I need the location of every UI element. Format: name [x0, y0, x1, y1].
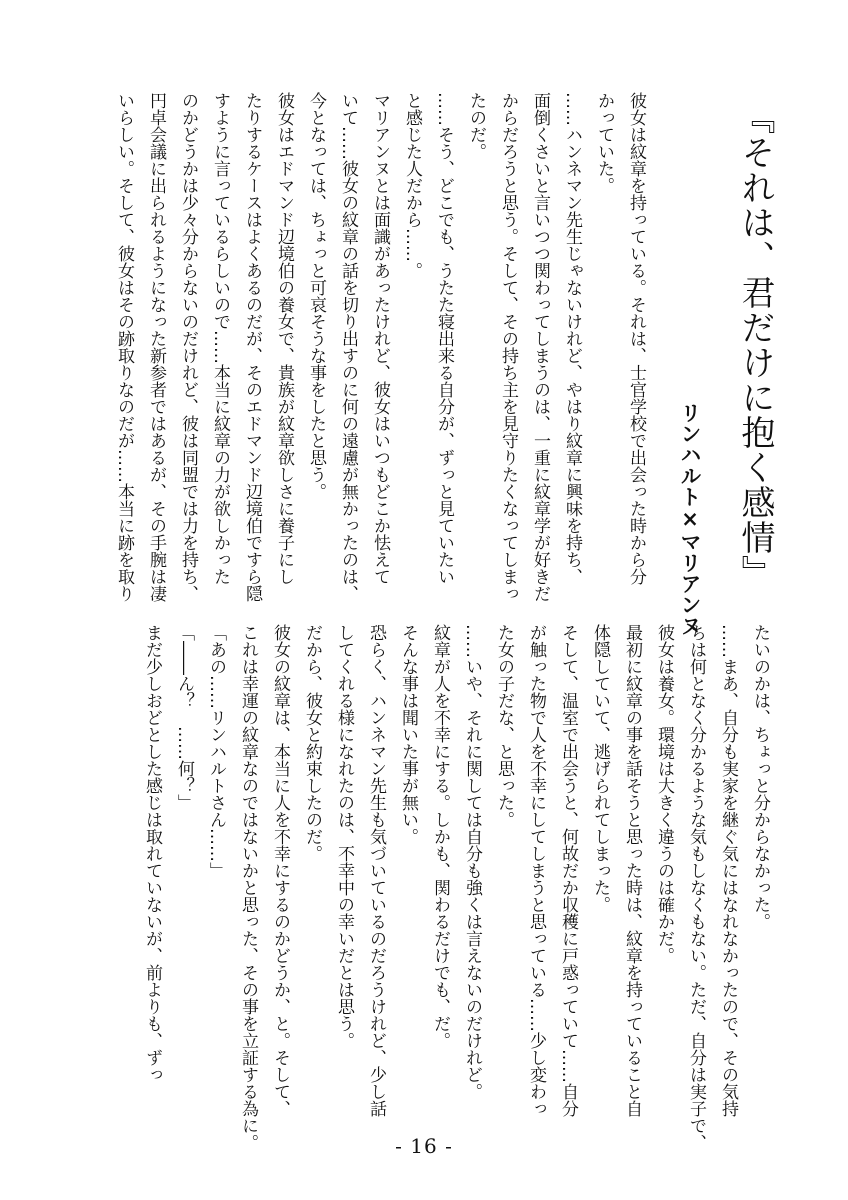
text-line: いらしい。そして、彼女はその跡取りなのだが……本当に跡を取り	[114, 92, 134, 602]
text-line: そして、温室で出会うと、何故だか収穫に戸惑っていて……自分	[558, 624, 578, 1117]
text-line: 円卓会議に出られるようになった新参者ではあるが、その手腕は凄	[146, 92, 166, 602]
text-line: 恐らく、ハンネマン先生も気づいているのだろうけれど、少し話	[366, 624, 386, 1117]
text-line: 面倒くさいと言いつつ関わってしまうのは、一重に紋章学が好きだ	[530, 92, 550, 602]
text-line: ……まあ、自分も実家を継ぐ気にはなれなかったので、その気持	[718, 624, 738, 1117]
story-title: 『それは、君だけに抱く感情』	[735, 100, 775, 590]
text-line: 彼女はエドマンド辺境伯の養女で、貴族が紋章欲しさに養子にし	[274, 92, 294, 585]
text-line: ……そう、どこでも、うたた寝出来る自分が、ずっと見ていたい	[434, 92, 454, 585]
text-line: いて……彼女の紋章の話を切り出すのに何の遠慮が無かったのは、	[338, 92, 358, 602]
text-line: たいのかは、ちょっと分からなかった。	[750, 624, 770, 930]
text-line: たりするケースはよくあるのだが、そのエドマンド辺境伯ですら隠	[242, 92, 262, 602]
text-line: すように言っているらしいので……本当に紋章の力が欲しかった	[210, 92, 230, 585]
text-line: 最初に紋章の事を話そうと思った時は、紋章を持っていること自	[622, 624, 642, 1117]
page-number: - 16 -	[395, 1134, 453, 1158]
text-line: まだ少しおどとした感じは取れていないが、前よりも、ずっ	[142, 624, 162, 1083]
text-line: 彼女の紋章は、本当に人を不幸にするのかどうか、と。そして、	[270, 624, 290, 1117]
text-line: そんな事は聞いた事が無い。	[398, 624, 418, 845]
body-text-upper	[108, 92, 652, 602]
text-line: 彼女は養女。環境は大きく違うのは確かだ。	[654, 624, 674, 964]
text-line: ……ハンネマン先生じゃないけれど、やはり紋章に興味を持ち、	[562, 92, 582, 585]
text-line: が触った物で人を不幸にしてしまうと思っている……少し変わっ	[526, 624, 546, 1117]
dialogue-line: 「――ん？ ……何？」	[174, 624, 194, 811]
text-line: たのだ。	[466, 92, 486, 160]
text-line: からだろうと思う。そして、その持ち主を見守りたくなってしまっ	[498, 92, 518, 602]
text-line: ……いや、それに関しては自分も強くは言えないのだけれど。	[462, 624, 482, 1100]
dialogue-line: 「あの……リンハルトさん……」	[206, 624, 226, 879]
text-line: 今となっては、ちょっと可哀そうな事をしたと思う。	[306, 92, 326, 500]
text-line: 体隠していて、逃げられてしまった。	[590, 624, 610, 913]
text-line: してくれる様になれたのは、不幸中の幸いだとは思う。	[334, 624, 354, 1049]
text-line: た女の子だな、と思った。	[494, 624, 514, 828]
story-author-pairing: リンハルト×マリアンヌ	[678, 402, 702, 636]
text-line: これは幸運の紋章なのではないかと思った、その事を立証する為に。	[238, 624, 258, 1151]
body-text-lower	[136, 624, 776, 1151]
text-line: マリアンヌとは面識があったけれど、彼女はいつもどこか怯えて	[370, 92, 390, 585]
text-line: のかどうかは少々分からないのだけれど、彼は同盟では力を持ち、	[178, 92, 198, 602]
text-line: かっていた。	[594, 92, 614, 194]
text-line: 紋章が人を不幸にする。しかも、関わるだけでも、だ。	[430, 624, 450, 1049]
text-line: 彼女は紋章を持っている。それは、士官学校で出会った時から分	[626, 92, 646, 585]
text-line: だから、彼女と約束したのだ。	[302, 624, 322, 862]
text-line: と感じた人だから……。	[402, 92, 422, 279]
text-line: ちは何となく分かるような気もしなくもない。ただ、自分は実子で、	[686, 624, 706, 1151]
